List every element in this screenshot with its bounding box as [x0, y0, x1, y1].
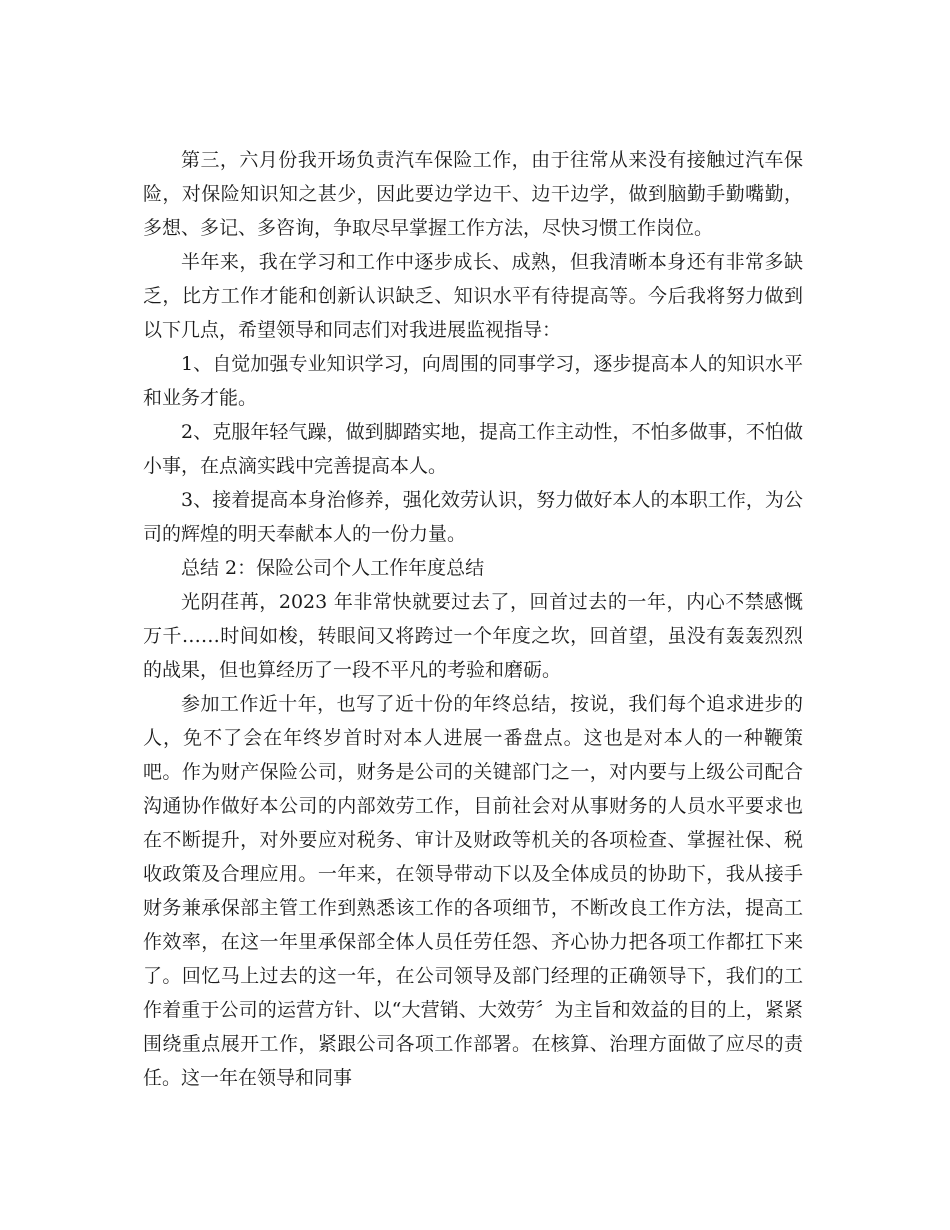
paragraph-item-1: 1、自觉加强专业知识学习，向周围的同事学习，逐步提高本人的知识水平和业务才能。: [143, 353, 803, 409]
document-body: [143, 143, 803, 1095]
paragraph-time-flies: 光阴荏苒，2023 年非常快就要过去了，回首过去的一年，内心不禁感慨万千……时间如梭，转眼间又将跨过一个年度之坎，回首望，虽没有轰轰烈烈的战果，但也算经历了一段不平凡的考验和磨砺。: [143, 591, 803, 681]
paragraph-half-year: 半年来，我在学习和工作中逐步成长、成熟，但我清晰本身还有非常多缺乏，比方工作才能和创新认识缺乏、知识水平有待提高等。今后我将努力做到以下几点，希望领导和同志们对我进展监视指导：: [143, 251, 803, 341]
paragraph-item-2: 2、克服年轻气躁，做到脚踏实地，提高工作主动性，不怕多做事，不怕做小事，在点滴实践中完善提高本人。: [143, 421, 803, 477]
paragraph-work-review: 参加工作近十年，也写了近十份的年终总结，按说，我们每个追求进步的人，免不了会在年终岁首时对本人进展一番盘点。这也是对本人的一种鞭策吧。作为财产保险公司，财务是公司的关键部门之一，对内要与上级公司配合沟通协作做好本公司的内部效劳工作，目前社会对从事财务的人员水平要求也在不断提升，对外要应对税务、审计及财政等机关的各项检查、掌握社保、税收政策及合理应用。一年来，在领导带动下以及全体成员的协助下，我从接手财务兼承保部主管工作到熟悉该工作的各项细节，不断改良工作方法，提高工作效率，在这一年里承保部全体人员任劳任怨、齐心协力把各项工作都扛下来了。回忆马上过去的这一年，在公司领导及部门经理的正确领导下，我们的工作着重于公司的运营方针、以“大营销、大效劳〞为主旨和效益的目的上，紧紧围绕重点展开工作，紧跟公司各项工作部署。在核算、治理方面做了应尽的责任。这一年在领导和同事: [143, 693, 803, 1089]
section-heading-summary-2: 总结 2：保险公司个人工作年度总结: [181, 557, 485, 579]
paragraph-third-point: 第三，六月份我开场负责汽车保险工作，由于往常从来没有接触过汽车保险，对保险知识知之甚少，因此要边学边干、边干边学，做到脑勤手勤嘴勤，多想、多记、多咨询，争取尽早掌握工作方法，尽快习惯工作岗位。: [143, 149, 803, 239]
paragraph-item-3: 3、接着提高本身治修养，强化效劳认识，努力做好本人的本职工作，为公司的辉煌的明天奉献本人的一份力量。: [143, 489, 803, 545]
